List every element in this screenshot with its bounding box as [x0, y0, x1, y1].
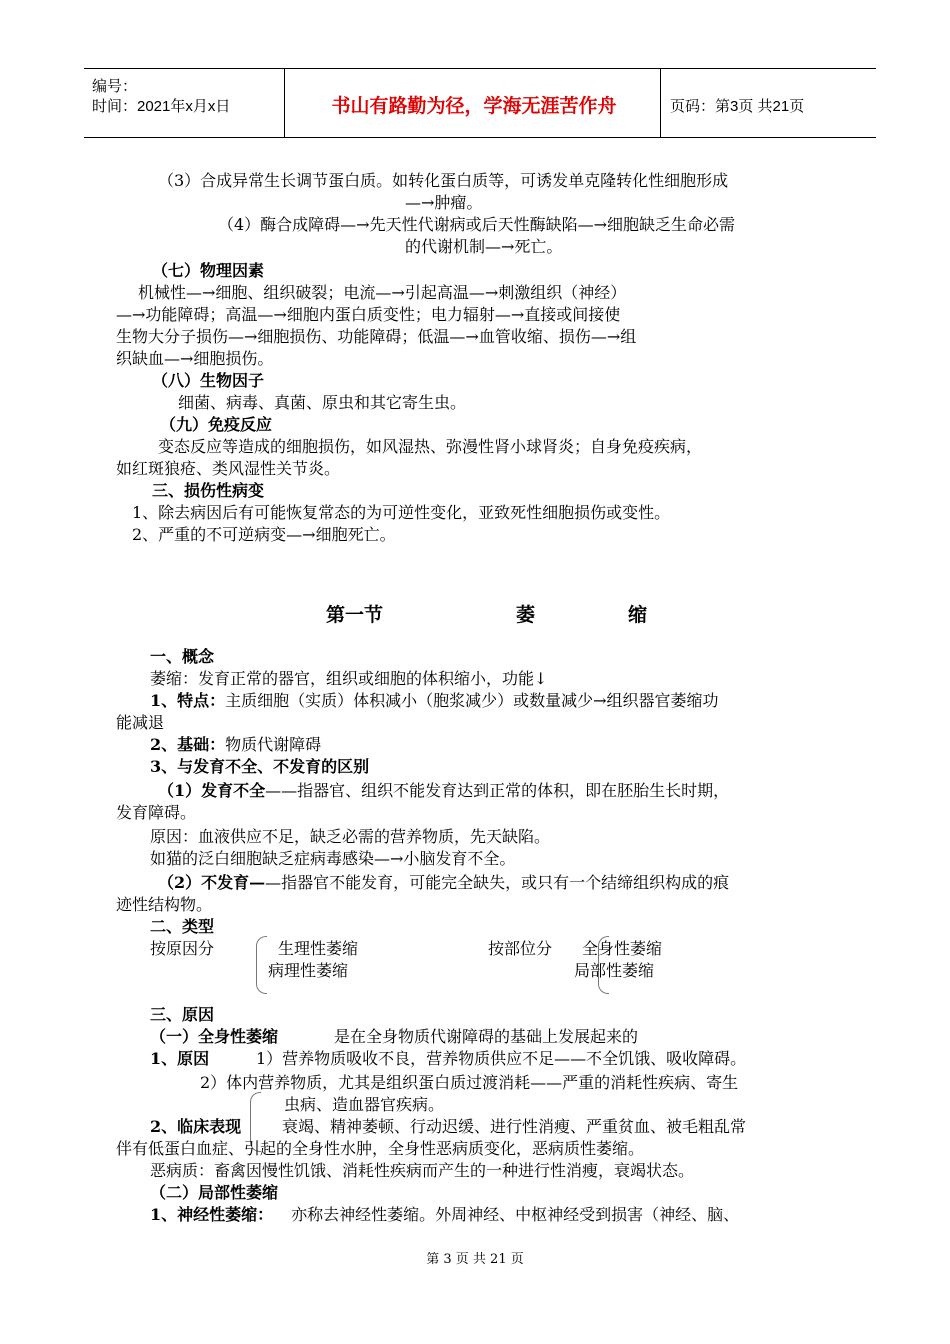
page-footer: 第 3 页 共 21 页: [426, 1252, 524, 1267]
text-line: （4）酶合成障碍—→先天性代谢病或后天性酶缺陷—→细胞缺乏生命必需: [218, 215, 735, 234]
classification-label: 按部位分: [488, 939, 553, 958]
classification-item: 局部性萎缩: [574, 961, 655, 980]
text-line: 萎缩：发育正常的器官，组织或细胞的体积缩小，功能↓: [150, 669, 548, 688]
text-line: 1、神经性萎缩： 亦称去神经性萎缩。外周神经、中枢神经受到损害（神经、脑、: [150, 1205, 740, 1224]
text-line: （2）不发育——指器官不能发育，可能完全缺失，或只有一个结缔组织构成的痕: [158, 873, 730, 892]
page-info: 页码：第3页 共21页: [670, 98, 805, 115]
page-header: [84, 68, 876, 138]
subheading: （八）生物因子: [152, 371, 265, 390]
text-line: 是在全身物质代谢障碍的基础上发展起来的: [334, 1027, 639, 1046]
text-line: （1）发育不全——指器官、组织不能发育达到正常的体积，即在胚胎生长时期，: [158, 781, 730, 800]
section-title-part: 第一节: [326, 604, 384, 626]
text-line: 2、基础：物质代谢障碍: [150, 735, 322, 754]
text-line: 发育障碍。: [116, 803, 197, 822]
text-line: 细菌、病毒、真菌、原虫和其它寄生虫。: [178, 393, 467, 412]
text-line: 的代谢机制—→死亡。: [405, 237, 563, 256]
time-label: 时间：2021年x月x日: [92, 98, 231, 115]
text-line: 2）体内营养物质，尤其是组织蛋白质过渡消耗——严重的消耗性疾病、寄生: [200, 1073, 739, 1092]
text-line: 变态反应等造成的细胞损伤，如风湿热、弥漫性肾小球肾炎；自身免疫疾病，: [158, 437, 703, 456]
text-line: 机械性—→细胞、组织破裂；电流—→引起高温—→刺激组织（神经）: [138, 283, 627, 302]
text-line: 1、特点：主质细胞（实质）体积减小（胞浆减少）或数量减少→组织器官萎缩功: [150, 691, 719, 710]
section-title-part: 缩: [628, 604, 648, 626]
text-line: 1、除去病因后有可能恢复常态的为可逆性变化，亚致死性细胞损伤或变性。: [132, 503, 671, 522]
text-line: 恶病质：畜禽因慢性饥饿、消耗性疾病而产生的一种进行性消瘦，衰竭状态。: [150, 1161, 695, 1180]
classification-item: 病理性萎缩: [268, 961, 349, 980]
section-title-part: 萎: [516, 604, 536, 626]
text-line: 衰竭、精神萎顿、行动迟缓、进行性消瘦、严重贫血、被毛粗乱常: [282, 1117, 747, 1136]
text-line: —→功能障碍；高温—→细胞内蛋白质变性；电力辐射—→直接或间接使: [116, 305, 621, 324]
subheading: （九）免疫反应: [160, 415, 273, 434]
subheading: 二、类型: [150, 917, 215, 936]
text-line: 虫病、造血器官疾病。: [284, 1095, 445, 1114]
brace: [256, 936, 267, 994]
subheading: 3、与发育不全、不发育的区别: [150, 757, 370, 776]
text-line: 能减退: [116, 713, 165, 732]
classification-label: 按原因分: [150, 939, 215, 958]
subheading: （一）全身性萎缩: [150, 1027, 279, 1046]
subheading: 三、损伤性病变: [152, 481, 265, 500]
subheading: 三、原因: [150, 1005, 215, 1024]
classification-item: 生理性萎缩: [278, 939, 359, 958]
number-label: 编号：: [92, 78, 138, 95]
text-line: 迹性结构物。: [116, 895, 213, 914]
classification-item: 全身性萎缩: [582, 939, 663, 958]
text-line: 生物大分子损伤—→细胞损伤、功能障碍；低温—→血管收缩、损伤—→组: [116, 327, 637, 346]
header-motto: 书山有路勤为径，学海无涯苦作舟: [331, 95, 617, 117]
text-line: 2、严重的不可逆病变—→细胞死亡。: [132, 525, 396, 544]
text-line: （3）合成异常生长调节蛋白质。如转化蛋白质等，可诱发单克隆转化性细胞形成: [158, 171, 729, 190]
text-line: —→肿瘤。: [405, 193, 483, 212]
subheading: 一、概念: [150, 647, 215, 666]
text-line: 伴有低蛋白血症、引起的全身性水肿，全身性恶病质变化，恶病质性萎缩。: [116, 1139, 645, 1158]
subheading: 2、临床表现: [150, 1117, 242, 1136]
text-line: 如猫的泛白细胞缺乏症病毒感染—→小脑发育不全。: [150, 849, 516, 868]
subheading: （七）物理因素: [152, 261, 265, 280]
subheading: （二）局部性萎缩: [150, 1183, 279, 1202]
text-line: 如红斑狼疮、类风湿性关节炎。: [116, 459, 341, 478]
subheading: 1、原因: [150, 1049, 210, 1068]
text-line: 原因：血液供应不足，缺乏必需的营养物质，先天缺陷。: [150, 827, 551, 846]
text-line: 1）营养物质吸收不良，营养物质供应不足——不全饥饿、吸收障碍。: [256, 1049, 747, 1068]
text-line: 织缺血—→细胞损伤。: [116, 349, 274, 368]
